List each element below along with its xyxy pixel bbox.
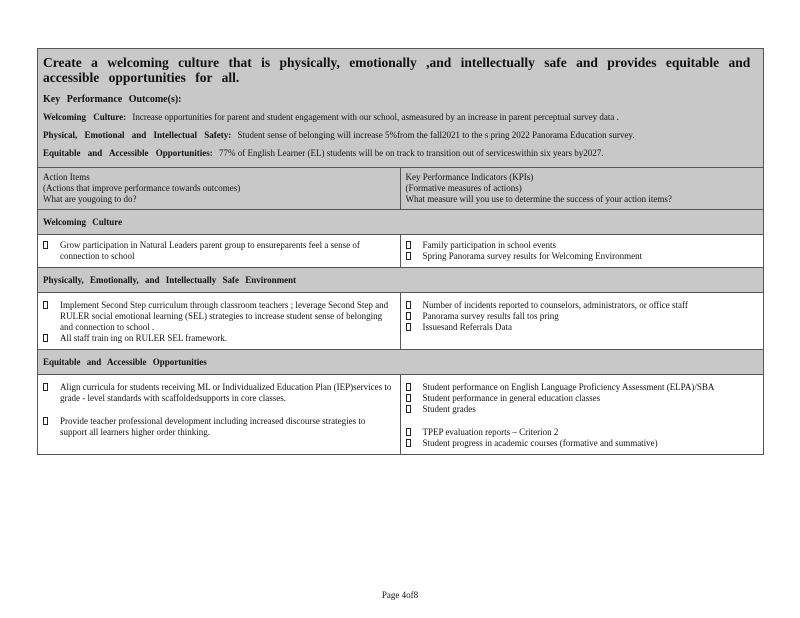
goal-welcoming [43,112,758,123]
goal-equity [43,148,758,159]
page-number: Page 4of8 [381,590,419,600]
header-line: What measure will you use to determine the success of your action items? [405,194,672,204]
list-item: Implement Second Step curriculum through classroom teachers ; leverage Second Step and RULER social emotional learning (SEL) strategies to increase student sense of belonging and connection to school . [43,300,395,333]
list-item: Student performance in general education classes [406,393,759,404]
table-row [38,292,763,349]
list-item: Grow participation in Natural Leaders parent group to ensureparents feel a sense of connection to school [43,240,395,262]
header-line: Action Items [43,172,90,182]
bullet-icon [43,383,48,391]
goal-text: Student sense of belonging will increase 5%from the fall2021 to the s pring 2022 Panorama Education survey. [237,130,635,140]
table-row [38,374,763,454]
list-item: All staff train ing on RULER SEL framework. [43,333,395,344]
goal-safety [43,130,758,141]
section-title-equity: Equitable and Accessible Opportunities [38,349,763,374]
column-headers [38,167,763,209]
table-row [38,234,763,267]
kpi-cell [401,375,764,454]
goal-text: Increase opportunities for parent and student engagement with our school, asmeasured by an increase in parent perceptual survey data . [132,112,619,122]
header-line: What are yougoing to do? [43,194,137,204]
goal-label: Physical, Emotional and Intellectual Safety: [43,130,232,140]
goal-label: Equitable and Accessible Opportunities: [43,148,213,158]
bullet-icon [43,417,48,425]
bullet-icon [406,405,411,413]
header-line: (Formative measures of actions) [405,183,522,193]
bullet-icon [406,252,411,260]
list-item: Align curricula for students receiving ML or Individualized Education Plan (IEP)services to grade - level standards with scaffoldedsupports in core classes. [43,382,395,404]
kpi-header [401,168,764,209]
bullet-icon [406,241,411,249]
bullet-icon [43,301,48,309]
action-items-header [38,168,401,209]
bullet-icon [406,323,411,331]
page-title: Create a welcoming culture that is physically, emotionally ,and intellectually safe and provides equitable and accessible opportunities for all. [43,55,751,85]
plan-header [38,49,763,167]
header-line: (Actions that improve performance towards outcomes) [43,183,241,193]
action-cell [38,375,401,454]
list-item: Panorama survey results fall tos pring [406,311,759,322]
list-item: Number of incidents reported to counselors, administrators, or office staff [406,300,759,311]
action-cell [38,293,401,349]
kpi-cell [401,235,764,267]
bullet-icon [406,439,411,447]
section-title-safety: Physically, Emotionally, and Intellectually Safe Environment [38,267,763,292]
action-cell [38,235,401,267]
kpo-label: Key Performance Outcome(s): [43,94,182,105]
goal-label: Welcoming Culture: [43,112,127,122]
header-line: Key Performance Indicators (KPIs) [405,172,534,182]
bullet-icon [406,301,411,309]
bullet-icon [43,334,48,342]
bullet-icon [406,428,411,436]
plan-table [37,48,764,455]
bullet-icon [43,241,48,249]
bullet-icon [406,312,411,320]
kpi-cell [401,293,764,349]
list-item: Provide teacher professional development including increased discourse strategies to support all learners higher order thinking. [43,416,395,438]
bullet-icon [406,394,411,402]
section-title-welcoming: Welcoming Culture [38,209,763,234]
bullet-icon [406,383,411,391]
list-item: Student progress in academic courses (formative and summative) [406,438,759,449]
goal-text: 77% of English Learner (EL) students will be on track to transition out of serviceswithin six years by2027. [219,148,604,158]
list-item: Student grades [406,404,759,415]
list-item: Spring Panorama survey results for Welcoming Environment [406,251,759,262]
list-item: Issuesand Referrals Data [406,322,759,333]
list-item: Student performance on English Language Proficiency Assessment (ELPA)/SBA [406,382,759,393]
list-item: TPEP evaluation reports – Criterion 2 [406,427,759,438]
list-item: Family participation in school events [406,240,759,251]
